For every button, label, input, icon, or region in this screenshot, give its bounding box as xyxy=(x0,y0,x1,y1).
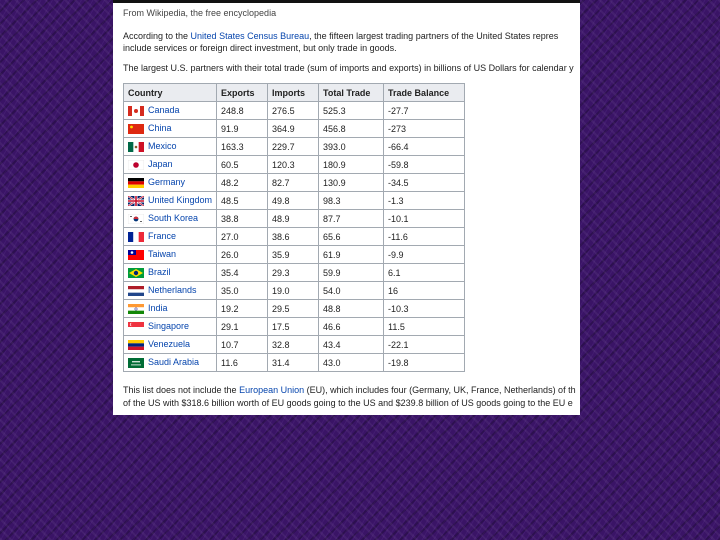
country-link[interactable]: Canada xyxy=(148,105,180,116)
country-link[interactable]: Germany xyxy=(148,177,186,188)
country-cell xyxy=(124,300,217,318)
brazil-flag-icon xyxy=(128,268,144,278)
european-union-link[interactable]: European Union xyxy=(239,385,305,395)
exports-cell: 91.9 xyxy=(217,120,268,138)
imports-cell: 17.5 xyxy=(268,318,319,336)
header-imports[interactable]: Imports xyxy=(268,84,319,102)
country-link[interactable]: Mexico xyxy=(148,141,177,152)
footer-text-pre: This list does not include the xyxy=(123,385,240,395)
total-trade-cell: 87.7 xyxy=(319,210,384,228)
total-trade-cell: 61.9 xyxy=(319,246,384,264)
table-row xyxy=(124,246,465,264)
imports-cell: 29.3 xyxy=(268,264,319,282)
intro-paragraph-line-1 xyxy=(123,30,558,42)
imports-cell: 120.3 xyxy=(268,156,319,174)
exports-cell: 11.6 xyxy=(217,354,268,372)
country-cell xyxy=(124,228,217,246)
total-trade-cell: 59.9 xyxy=(319,264,384,282)
country-cell xyxy=(124,138,217,156)
trade-balance-cell: -22.1 xyxy=(384,336,465,354)
country-cell xyxy=(124,282,217,300)
country-link[interactable]: Netherlands xyxy=(148,285,197,296)
intro-text-post: , the fifteen largest trading partners of the United States repres xyxy=(309,31,559,41)
china-flag-icon xyxy=(128,124,144,134)
imports-cell: 29.5 xyxy=(268,300,319,318)
country-link[interactable]: Saudi Arabia xyxy=(148,357,200,368)
country-cell xyxy=(124,246,217,264)
mexico-flag-icon xyxy=(128,142,144,152)
table-row xyxy=(124,120,465,138)
table-row xyxy=(124,264,465,282)
table-row xyxy=(124,354,465,372)
header-country[interactable]: Country xyxy=(124,84,217,102)
exports-cell: 48.2 xyxy=(217,174,268,192)
footer-line-1 xyxy=(123,384,576,396)
trade-balance-cell: -11.6 xyxy=(384,228,465,246)
table-row xyxy=(124,102,465,120)
total-trade-cell: 98.3 xyxy=(319,192,384,210)
uk-flag-icon xyxy=(128,196,144,206)
trade-balance-cell: -34.5 xyxy=(384,174,465,192)
trade-balance-cell: 11.5 xyxy=(384,318,465,336)
country-cell xyxy=(124,354,217,372)
imports-cell: 38.6 xyxy=(268,228,319,246)
intro-text-pre: According to the xyxy=(123,31,191,41)
header-exports[interactable]: Exports xyxy=(217,84,268,102)
country-cell xyxy=(124,120,217,138)
intro-paragraph-line-2: include services or foreign direct investment, but only trade in goods. xyxy=(123,43,397,53)
table-header-row xyxy=(124,84,465,102)
footer-line-2: of the US with $318.6 billion worth of EU goods going to the US and $239.8 billion of US goods going to the EU e xyxy=(123,398,573,408)
country-cell xyxy=(124,156,217,174)
exports-cell: 163.3 xyxy=(217,138,268,156)
table-row xyxy=(124,336,465,354)
exports-cell: 38.8 xyxy=(217,210,268,228)
japan-flag-icon xyxy=(128,160,144,170)
trade-balance-cell: -9.9 xyxy=(384,246,465,264)
table-row xyxy=(124,156,465,174)
exports-cell: 48.5 xyxy=(217,192,268,210)
total-trade-cell: 54.0 xyxy=(319,282,384,300)
singapore-flag-icon xyxy=(128,322,144,332)
total-trade-cell: 180.9 xyxy=(319,156,384,174)
total-trade-cell: 65.6 xyxy=(319,228,384,246)
total-trade-cell: 46.6 xyxy=(319,318,384,336)
trade-balance-cell: -10.3 xyxy=(384,300,465,318)
exports-cell: 35.4 xyxy=(217,264,268,282)
table-row xyxy=(124,210,465,228)
table-row xyxy=(124,282,465,300)
total-trade-cell: 43.0 xyxy=(319,354,384,372)
country-cell xyxy=(124,192,217,210)
document-page xyxy=(113,0,580,415)
header-total-trade[interactable]: Total Trade xyxy=(319,84,384,102)
country-link[interactable]: France xyxy=(148,231,177,242)
saudi-arabia-flag-icon xyxy=(128,358,144,368)
header-trade-balance[interactable]: Trade Balance xyxy=(384,84,465,102)
country-link[interactable]: South Korea xyxy=(148,213,199,224)
exports-cell: 27.0 xyxy=(217,228,268,246)
imports-cell: 32.8 xyxy=(268,336,319,354)
table-row xyxy=(124,192,465,210)
france-flag-icon xyxy=(128,232,144,242)
taiwan-flag-icon xyxy=(128,250,144,260)
imports-cell: 82.7 xyxy=(268,174,319,192)
table-row xyxy=(124,138,465,156)
canada-flag-icon xyxy=(128,106,144,116)
imports-cell: 48.9 xyxy=(268,210,319,228)
imports-cell: 19.0 xyxy=(268,282,319,300)
trade-balance-cell: -19.8 xyxy=(384,354,465,372)
germany-flag-icon xyxy=(128,178,144,188)
table-row xyxy=(124,318,465,336)
table-row xyxy=(124,174,465,192)
country-cell xyxy=(124,318,217,336)
country-cell xyxy=(124,264,217,282)
country-cell xyxy=(124,102,217,120)
exports-cell: 10.7 xyxy=(217,336,268,354)
table-row xyxy=(124,300,465,318)
imports-cell: 35.9 xyxy=(268,246,319,264)
venezuela-flag-icon xyxy=(128,340,144,350)
trading-partners-table xyxy=(123,83,465,372)
exports-cell: 248.8 xyxy=(217,102,268,120)
exports-cell: 35.0 xyxy=(217,282,268,300)
country-cell xyxy=(124,174,217,192)
total-trade-cell: 43.4 xyxy=(319,336,384,354)
south-korea-flag-icon xyxy=(128,214,144,224)
netherlands-flag-icon xyxy=(128,286,144,296)
table-description: The largest U.S. partners with their total trade (sum of imports and exports) in billions of US Dollars for calendar y xyxy=(123,63,574,73)
country-link[interactable]: Japan xyxy=(148,159,173,170)
footer-text-post: (EU), which includes four (Germany, UK, France, Netherlands) of th xyxy=(304,385,576,395)
top-edge-bar xyxy=(113,0,580,3)
exports-cell: 26.0 xyxy=(217,246,268,264)
trade-balance-cell: 6.1 xyxy=(384,264,465,282)
trade-balance-cell: -66.4 xyxy=(384,138,465,156)
trade-balance-cell: 16 xyxy=(384,282,465,300)
trade-balance-cell: -273 xyxy=(384,120,465,138)
india-flag-icon xyxy=(128,304,144,314)
imports-cell: 49.8 xyxy=(268,192,319,210)
country-link[interactable]: Venezuela xyxy=(148,339,191,350)
country-link[interactable]: India xyxy=(148,303,168,314)
country-cell xyxy=(124,210,217,228)
source-line: From Wikipedia, the free encyclopedia xyxy=(123,8,277,18)
total-trade-cell: 525.3 xyxy=(319,102,384,120)
country-link[interactable]: United Kingdom xyxy=(148,195,213,206)
imports-cell: 276.5 xyxy=(268,102,319,120)
census-bureau-link[interactable]: United States Census Bureau xyxy=(190,31,310,41)
country-cell xyxy=(124,336,217,354)
trade-balance-cell: -27.7 xyxy=(384,102,465,120)
trade-balance-cell: -1.3 xyxy=(384,192,465,210)
table-row xyxy=(124,228,465,246)
country-link[interactable]: Brazil xyxy=(148,267,171,278)
imports-cell: 229.7 xyxy=(268,138,319,156)
country-link[interactable]: Taiwan xyxy=(148,249,177,260)
country-link[interactable]: China xyxy=(148,123,172,134)
imports-cell: 364.9 xyxy=(268,120,319,138)
total-trade-cell: 130.9 xyxy=(319,174,384,192)
total-trade-cell: 456.8 xyxy=(319,120,384,138)
imports-cell: 31.4 xyxy=(268,354,319,372)
exports-cell: 19.2 xyxy=(217,300,268,318)
trade-balance-cell: -59.8 xyxy=(384,156,465,174)
total-trade-cell: 48.8 xyxy=(319,300,384,318)
trade-balance-cell: -10.1 xyxy=(384,210,465,228)
country-link[interactable]: Singapore xyxy=(148,321,190,332)
exports-cell: 29.1 xyxy=(217,318,268,336)
total-trade-cell: 393.0 xyxy=(319,138,384,156)
exports-cell: 60.5 xyxy=(217,156,268,174)
